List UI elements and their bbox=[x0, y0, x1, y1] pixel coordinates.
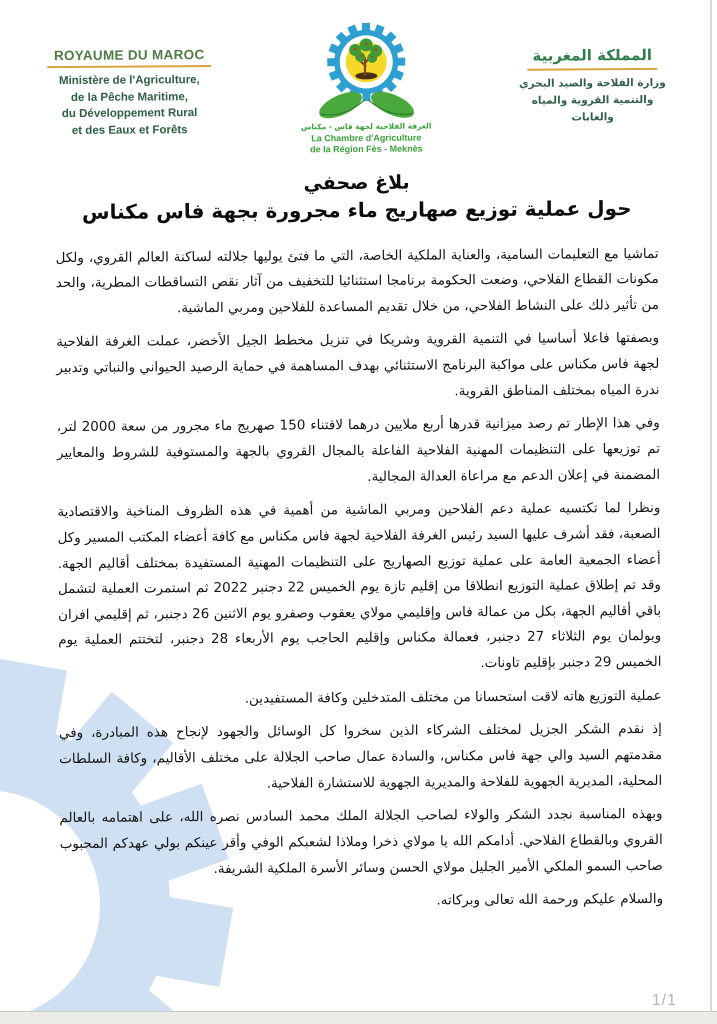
letterhead-french-block bbox=[39, 27, 220, 140]
ministry-name-ar bbox=[512, 75, 672, 127]
letterhead bbox=[0, 0, 715, 158]
chamber-of-agriculture-logo-icon bbox=[305, 22, 426, 125]
paragraph: وبصفتها فاعلا أساسيا في التنمية القروية وشريكا في تنزيل مخطط الجيل الأخضر، عملت الغرفة الفلاحية لجهة فاس مكناس على مواكبة البرنامج الاستثنائي بهدف المساهمة في حماية الرصيد الحيواني والنباتي وتدبير ندرة المياه بمختلف المناطق القروية. bbox=[56, 330, 660, 400]
ministry-line: de la Pêche Maritime, bbox=[70, 90, 189, 104]
chamber-name-fr-line: La Chambre d'Agriculture bbox=[311, 132, 422, 144]
page-edge-bottom bbox=[0, 1011, 717, 1024]
document-title bbox=[0, 169, 715, 224]
chamber-logo-block bbox=[280, 21, 451, 156]
orange-rule bbox=[47, 65, 211, 68]
page-indicator: 1/1 bbox=[651, 992, 677, 1009]
ministry-name-fr bbox=[39, 72, 219, 140]
title-subject: حول عملية توزيع صهاريج ماء مجرورة بجهة فاس مكناس bbox=[81, 195, 632, 224]
paragraph: وبهذه المناسبة نجدد الشكر والولاء لصاحب الجلالة الملك محمد السادس نصره الله، على اهتمامه بالعالم القروي وبالقطاع الفلاحي. أدامكم الله يا مولاي ذخرا وملاذا لشعبكم الوفي وأقر عينكم بولي عهدكم المحبوب صاحب السمو الملكي الأمير الجليل مولاي الحسن وسائر الأسرة الملكية الشريفة. bbox=[59, 806, 663, 877]
paragraph: والسلام عليكم ورحمة الله تعالى وبركاته. bbox=[436, 891, 664, 909]
ministry-line: et des Eaux et Forêts bbox=[71, 124, 188, 138]
ministry-line: والغابات bbox=[571, 110, 614, 124]
paragraph: تماشيا مع التعليمات السامية، والعناية الملكية الخاصة، التي ما فتئ يوليها جلالته لساكنة العالم القروي، ولكل مكونات القطاع الفلاحي، وضعت الحكومة برنامجا استثنائيا للتخفيف من آثار نقص التساقطات المطرية، والحد من تأثير ذلك على النشاط الفلاحي، من خلال تقديم المساعدة للفلاحين ومربي الماشية. bbox=[55, 245, 659, 317]
paragraph: ونظرا لما تكتسيه عملية دعم الفلاحين ومربي الماشية من أهمية في هذه الظروف المناخية والاقتصادية الصعبة، فقد أشرف عليها السيد رئيس الغرفة الفلاحية لجهة فاس مكناس مع كافة أعضاء المكتب المسير وكل أعضاء الجمعية العامة على عملية توزيع الصهاريج على التنظيمات المهنية المستفيدة بمختلف أقاليم الجهة. وقد تم إطلاق عملية التوزيع انطلاقا من إقليم تازة يوم الخميس 22 دجنبر 2022 ثم استمرت العملية لتشمل باقي أقاليم الجهة، بكل من عمالة فاس وإقليمي مولاي يعقوب وصفرو يوم الاثنين 26 دجنبر، ثم إقليمي افران وبولمان يوم الثلاثاء 27 دجنبر، فعمالة مكناس وإقليم الحاجب يوم الأربعاء 28 دجنبر، لتختتم العملية يوم الخميس 29 دجنبر بإقليم تاونات. bbox=[57, 500, 662, 672]
kingdom-title-ar: المملكة المغربية bbox=[532, 45, 653, 65]
page-edge-right bbox=[710, 0, 712, 1024]
ministry-line: والتنمية القروية والمياه bbox=[531, 93, 654, 107]
document-body bbox=[0, 219, 717, 917]
paragraph: عملية التوزيع هاته لاقت استحسانا من مختلف المتدخلين وكافة المستفيدين. bbox=[244, 687, 662, 707]
orange-rule bbox=[527, 68, 657, 71]
ministry-line: du Développement Rural bbox=[61, 107, 198, 121]
chamber-name-fr bbox=[281, 132, 451, 156]
paragraph: وفي هذا الإطار تم رصد ميزانية قدرها أربع ملايين درهما لاقتناء 150 صهريج ماء مجرور من سعة 2000 لتر، تم توزيعها على التنظيمات المهنية الفلاحية الفاعلة بالمجال القروي بالجهة والمستوفية للشروط والمعايير المضمنة في إعلان الدعم مع مراعاة العدالة المجالية. bbox=[56, 415, 661, 485]
ministry-line: Ministère de l'Agriculture, bbox=[58, 74, 200, 88]
chamber-name-fr-line: de la Région Fès - Meknès bbox=[310, 143, 423, 155]
paragraph: إذ نقدم الشكر الجزيل لمختلف الشركاء الذين سخروا كل الوسائل والجهود لإنجاح هذه المبادرة، وفي مقدمتهم السيد والي جهة فاس مكناس، والسادة عمال صاحب الجلالة على مختلف الأقاليم، وكافة السلطات المحلية، المديرية الجهوية للفلاحة والمديرية الجهوية للاستشارة الفلاحية. bbox=[58, 721, 663, 792]
chamber-name-ar: الغرفة الفلاحية لجهة فاس - مكناس bbox=[300, 121, 432, 132]
title-press-release: بلاغ صحفي bbox=[303, 171, 410, 194]
kingdom-title-fr: ROYAUME DU MAROC bbox=[53, 47, 205, 64]
ministry-line: وزارة الفلاحة والصيد البحري bbox=[518, 76, 666, 90]
letterhead-arabic-block bbox=[512, 24, 673, 127]
